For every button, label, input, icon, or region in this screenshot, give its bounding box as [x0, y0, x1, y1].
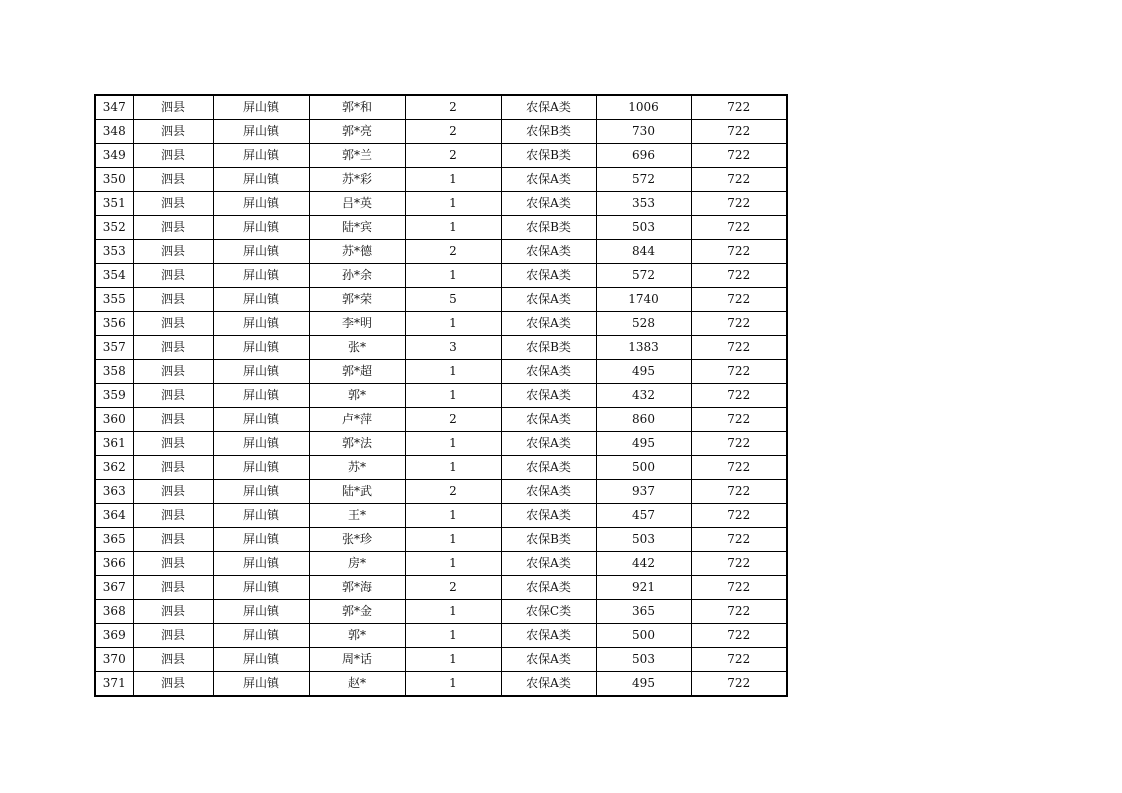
table-row	[95, 192, 787, 216]
cell-amount: 503	[596, 648, 691, 672]
cell-index: 368	[95, 600, 133, 624]
cell-town: 屏山镇	[213, 384, 309, 408]
cell-town: 屏山镇	[213, 624, 309, 648]
cell-insurance-type: 农保A类	[501, 552, 596, 576]
cell-household-size: 1	[405, 456, 501, 480]
cell-town: 屏山镇	[213, 480, 309, 504]
cell-amount: 696	[596, 144, 691, 168]
cell-town: 屏山镇	[213, 288, 309, 312]
cell-index: 369	[95, 624, 133, 648]
cell-insurance-type: 农保A类	[501, 648, 596, 672]
cell-amount: 921	[596, 576, 691, 600]
cell-household-size: 1	[405, 264, 501, 288]
table-row	[95, 168, 787, 192]
cell-name: 吕*英	[309, 192, 405, 216]
cell-insurance-type: 农保A类	[501, 504, 596, 528]
cell-index: 347	[95, 95, 133, 120]
table-row	[95, 384, 787, 408]
table-row	[95, 95, 787, 120]
cell-household-size: 1	[405, 192, 501, 216]
cell-county: 泗县	[133, 672, 213, 697]
cell-household-size: 1	[405, 528, 501, 552]
cell-name: 郭*亮	[309, 120, 405, 144]
cell-standard: 722	[691, 168, 787, 192]
cell-county: 泗县	[133, 120, 213, 144]
cell-name: 郭*金	[309, 600, 405, 624]
cell-amount: 365	[596, 600, 691, 624]
table-row	[95, 504, 787, 528]
table-row	[95, 336, 787, 360]
cell-amount: 1006	[596, 95, 691, 120]
cell-town: 屏山镇	[213, 95, 309, 120]
cell-household-size: 1	[405, 672, 501, 697]
cell-county: 泗县	[133, 528, 213, 552]
cell-county: 泗县	[133, 648, 213, 672]
roster-table	[94, 94, 788, 697]
cell-amount: 730	[596, 120, 691, 144]
cell-standard: 722	[691, 672, 787, 697]
cell-amount: 500	[596, 456, 691, 480]
table-row	[95, 264, 787, 288]
table-row	[95, 288, 787, 312]
cell-amount: 457	[596, 504, 691, 528]
cell-standard: 722	[691, 312, 787, 336]
cell-insurance-type: 农保A类	[501, 672, 596, 697]
cell-town: 屏山镇	[213, 576, 309, 600]
cell-insurance-type: 农保A类	[501, 168, 596, 192]
cell-insurance-type: 农保A类	[501, 264, 596, 288]
cell-town: 屏山镇	[213, 456, 309, 480]
cell-standard: 722	[691, 432, 787, 456]
cell-standard: 722	[691, 528, 787, 552]
cell-town: 屏山镇	[213, 336, 309, 360]
cell-name: 张*珍	[309, 528, 405, 552]
cell-name: 郭*	[309, 384, 405, 408]
cell-name: 郭*兰	[309, 144, 405, 168]
cell-household-size: 1	[405, 360, 501, 384]
table-row	[95, 576, 787, 600]
cell-household-size: 2	[405, 408, 501, 432]
cell-name: 卢*萍	[309, 408, 405, 432]
cell-index: 362	[95, 456, 133, 480]
cell-insurance-type: 农保B类	[501, 216, 596, 240]
cell-county: 泗县	[133, 384, 213, 408]
table-row	[95, 624, 787, 648]
cell-insurance-type: 农保C类	[501, 600, 596, 624]
cell-town: 屏山镇	[213, 120, 309, 144]
cell-standard: 722	[691, 192, 787, 216]
table-row	[95, 408, 787, 432]
cell-index: 367	[95, 576, 133, 600]
cell-town: 屏山镇	[213, 192, 309, 216]
cell-county: 泗县	[133, 456, 213, 480]
cell-town: 屏山镇	[213, 312, 309, 336]
cell-name: 苏*	[309, 456, 405, 480]
cell-county: 泗县	[133, 576, 213, 600]
cell-standard: 722	[691, 576, 787, 600]
cell-amount: 937	[596, 480, 691, 504]
cell-household-size: 1	[405, 432, 501, 456]
table-row	[95, 216, 787, 240]
cell-insurance-type: 农保A类	[501, 360, 596, 384]
cell-town: 屏山镇	[213, 504, 309, 528]
cell-town: 屏山镇	[213, 168, 309, 192]
cell-standard: 722	[691, 95, 787, 120]
cell-insurance-type: 农保A类	[501, 95, 596, 120]
cell-county: 泗县	[133, 432, 213, 456]
cell-insurance-type: 农保B类	[501, 120, 596, 144]
roster-table-body	[95, 95, 787, 696]
cell-household-size: 2	[405, 95, 501, 120]
cell-name: 郭*荣	[309, 288, 405, 312]
cell-index: 365	[95, 528, 133, 552]
cell-name: 郭*海	[309, 576, 405, 600]
cell-county: 泗县	[133, 504, 213, 528]
cell-household-size: 2	[405, 120, 501, 144]
cell-index: 364	[95, 504, 133, 528]
cell-county: 泗县	[133, 168, 213, 192]
cell-town: 屏山镇	[213, 672, 309, 697]
cell-standard: 722	[691, 480, 787, 504]
cell-town: 屏山镇	[213, 360, 309, 384]
cell-insurance-type: 农保A类	[501, 192, 596, 216]
cell-index: 354	[95, 264, 133, 288]
cell-name: 陆*武	[309, 480, 405, 504]
table-row	[95, 672, 787, 697]
cell-household-size: 2	[405, 144, 501, 168]
table-row	[95, 360, 787, 384]
cell-amount: 860	[596, 408, 691, 432]
cell-standard: 722	[691, 384, 787, 408]
cell-amount: 353	[596, 192, 691, 216]
cell-index: 355	[95, 288, 133, 312]
cell-name: 郭*超	[309, 360, 405, 384]
cell-insurance-type: 农保A类	[501, 432, 596, 456]
cell-county: 泗县	[133, 264, 213, 288]
cell-county: 泗县	[133, 95, 213, 120]
cell-amount: 528	[596, 312, 691, 336]
cell-county: 泗县	[133, 192, 213, 216]
cell-index: 353	[95, 240, 133, 264]
cell-name: 苏*德	[309, 240, 405, 264]
cell-index: 351	[95, 192, 133, 216]
cell-county: 泗县	[133, 240, 213, 264]
table-row	[95, 240, 787, 264]
cell-standard: 722	[691, 336, 787, 360]
cell-standard: 722	[691, 552, 787, 576]
cell-household-size: 1	[405, 648, 501, 672]
cell-household-size: 1	[405, 168, 501, 192]
cell-index: 363	[95, 480, 133, 504]
cell-household-size: 1	[405, 624, 501, 648]
table-row	[95, 552, 787, 576]
cell-amount: 495	[596, 672, 691, 697]
cell-county: 泗县	[133, 408, 213, 432]
cell-town: 屏山镇	[213, 528, 309, 552]
cell-index: 366	[95, 552, 133, 576]
cell-household-size: 1	[405, 504, 501, 528]
cell-insurance-type: 农保A类	[501, 288, 596, 312]
cell-name: 张*	[309, 336, 405, 360]
cell-town: 屏山镇	[213, 264, 309, 288]
cell-amount: 432	[596, 384, 691, 408]
cell-index: 358	[95, 360, 133, 384]
cell-amount: 844	[596, 240, 691, 264]
table-row	[95, 528, 787, 552]
cell-insurance-type: 农保B类	[501, 528, 596, 552]
cell-county: 泗县	[133, 600, 213, 624]
cell-name: 苏*彩	[309, 168, 405, 192]
cell-standard: 722	[691, 144, 787, 168]
cell-index: 357	[95, 336, 133, 360]
cell-insurance-type: 农保A类	[501, 480, 596, 504]
cell-town: 屏山镇	[213, 144, 309, 168]
cell-name: 李*明	[309, 312, 405, 336]
cell-amount: 495	[596, 360, 691, 384]
cell-insurance-type: 农保B类	[501, 144, 596, 168]
cell-index: 371	[95, 672, 133, 697]
cell-insurance-type: 农保A类	[501, 384, 596, 408]
cell-household-size: 5	[405, 288, 501, 312]
cell-household-size: 1	[405, 312, 501, 336]
table-row	[95, 600, 787, 624]
cell-amount: 1383	[596, 336, 691, 360]
cell-name: 陆*宾	[309, 216, 405, 240]
cell-insurance-type: 农保B类	[501, 336, 596, 360]
cell-town: 屏山镇	[213, 600, 309, 624]
table-row	[95, 312, 787, 336]
cell-amount: 442	[596, 552, 691, 576]
cell-insurance-type: 农保A类	[501, 624, 596, 648]
table-row	[95, 480, 787, 504]
cell-household-size: 1	[405, 552, 501, 576]
cell-standard: 722	[691, 456, 787, 480]
cell-household-size: 2	[405, 576, 501, 600]
cell-amount: 500	[596, 624, 691, 648]
cell-index: 350	[95, 168, 133, 192]
cell-name: 郭*法	[309, 432, 405, 456]
cell-amount: 503	[596, 216, 691, 240]
cell-standard: 722	[691, 216, 787, 240]
cell-town: 屏山镇	[213, 216, 309, 240]
cell-county: 泗县	[133, 336, 213, 360]
cell-index: 370	[95, 648, 133, 672]
cell-name: 房*	[309, 552, 405, 576]
cell-county: 泗县	[133, 312, 213, 336]
cell-county: 泗县	[133, 360, 213, 384]
cell-town: 屏山镇	[213, 552, 309, 576]
cell-town: 屏山镇	[213, 240, 309, 264]
cell-standard: 722	[691, 504, 787, 528]
cell-insurance-type: 农保A类	[501, 240, 596, 264]
cell-standard: 722	[691, 624, 787, 648]
cell-standard: 722	[691, 264, 787, 288]
cell-name: 郭*	[309, 624, 405, 648]
table-row	[95, 144, 787, 168]
cell-county: 泗县	[133, 552, 213, 576]
table-row	[95, 432, 787, 456]
cell-amount: 503	[596, 528, 691, 552]
cell-county: 泗县	[133, 624, 213, 648]
cell-standard: 722	[691, 360, 787, 384]
cell-name: 王*	[309, 504, 405, 528]
cell-household-size: 2	[405, 480, 501, 504]
cell-standard: 722	[691, 600, 787, 624]
cell-amount: 1740	[596, 288, 691, 312]
cell-name: 周*话	[309, 648, 405, 672]
cell-county: 泗县	[133, 480, 213, 504]
cell-index: 359	[95, 384, 133, 408]
cell-county: 泗县	[133, 144, 213, 168]
cell-name: 郭*和	[309, 95, 405, 120]
cell-household-size: 2	[405, 240, 501, 264]
cell-index: 361	[95, 432, 133, 456]
cell-index: 349	[95, 144, 133, 168]
cell-name: 赵*	[309, 672, 405, 697]
cell-county: 泗县	[133, 216, 213, 240]
cell-standard: 722	[691, 120, 787, 144]
cell-index: 348	[95, 120, 133, 144]
cell-insurance-type: 农保A类	[501, 312, 596, 336]
cell-amount: 572	[596, 264, 691, 288]
cell-insurance-type: 农保A类	[501, 576, 596, 600]
cell-household-size: 1	[405, 216, 501, 240]
cell-household-size: 3	[405, 336, 501, 360]
cell-index: 360	[95, 408, 133, 432]
cell-insurance-type: 农保A类	[501, 408, 596, 432]
table-row	[95, 456, 787, 480]
cell-household-size: 1	[405, 600, 501, 624]
cell-town: 屏山镇	[213, 648, 309, 672]
cell-town: 屏山镇	[213, 408, 309, 432]
table-row	[95, 648, 787, 672]
cell-amount: 572	[596, 168, 691, 192]
cell-county: 泗县	[133, 288, 213, 312]
cell-household-size: 1	[405, 384, 501, 408]
cell-index: 356	[95, 312, 133, 336]
cell-standard: 722	[691, 288, 787, 312]
cell-standard: 722	[691, 240, 787, 264]
cell-insurance-type: 农保A类	[501, 456, 596, 480]
table-row	[95, 120, 787, 144]
cell-standard: 722	[691, 648, 787, 672]
cell-standard: 722	[691, 408, 787, 432]
cell-index: 352	[95, 216, 133, 240]
cell-amount: 495	[596, 432, 691, 456]
cell-name: 孙*余	[309, 264, 405, 288]
cell-town: 屏山镇	[213, 432, 309, 456]
